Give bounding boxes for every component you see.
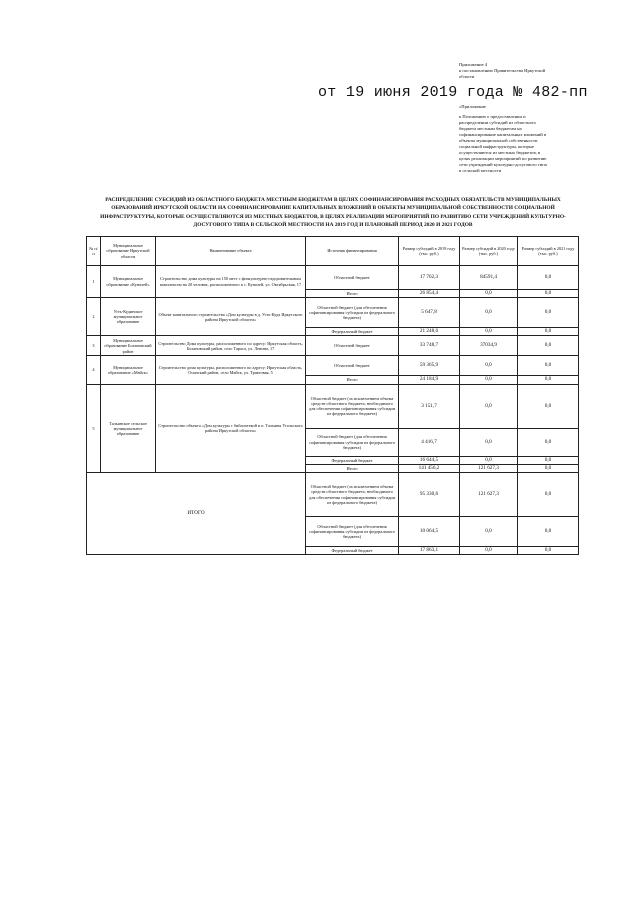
row-number: 1	[87, 266, 101, 298]
header-cell: Наименование объекта	[156, 237, 306, 266]
amount-2020: 0,0	[460, 428, 518, 456]
appendix-right-line: сети учреждений культурно-досугового типа	[459, 162, 547, 167]
amount-2020: 0,0	[460, 290, 518, 298]
appendix-top-block	[459, 62, 589, 80]
amount-2021: 0,0	[518, 298, 579, 328]
amount-2021: 0,0	[518, 356, 579, 376]
amount-2021: 0,0	[518, 384, 579, 428]
header-cell: Муниципальное образование Иркутской области	[101, 237, 156, 266]
amount-2020: 0,0	[460, 376, 518, 384]
header-cell: Размер субсидий в 2019 году (тыс. руб.)	[399, 237, 460, 266]
amount-2019: 5 647,8	[399, 298, 460, 328]
amount-2020: 121 627,3	[460, 473, 518, 517]
amount-2019: 26 854,4	[399, 290, 460, 298]
appendix-right-line: софинансирование капитальных вложений в	[459, 132, 547, 137]
funding-source: Областной бюджет	[306, 356, 399, 376]
funding-source: Федеральный бюджет	[306, 328, 399, 336]
table-header-row	[87, 237, 579, 266]
funding-source: Итого	[306, 464, 399, 472]
municipality: Усть-Кудинское муниципальное образование	[101, 298, 156, 336]
amount-2019: 17 762,3	[399, 266, 460, 290]
funding-source: Итого	[306, 290, 399, 298]
object-name: Строительство объекта «Дом культуры с библиотекой в п. Тальяны Усольского района Иркутской области»	[156, 384, 306, 472]
appendix-right-line: бюджета местным бюджетам на	[459, 126, 522, 131]
amount-2019: 3 151,7	[399, 384, 460, 428]
table-row	[87, 336, 579, 356]
appendix-right-block	[459, 104, 579, 174]
table-row	[87, 384, 579, 428]
funding-source: Федеральный бюджет	[306, 547, 399, 555]
amount-2020: 0,0	[460, 517, 518, 547]
row-number: 2	[87, 298, 101, 336]
header-cell: № п/п	[87, 237, 101, 266]
appendix-right-line: объекты муниципальной собственности	[459, 138, 538, 143]
amount-2019: 141 456,2	[399, 464, 460, 472]
appendix-top-line: области	[459, 74, 475, 79]
funding-source: Областной бюджет (за исключением объема средств областного бюджета, необходимого для обеспечения софинансирования субсидии из федерального бюджета)	[306, 384, 399, 428]
object-name: Строительство дома культуры, расположенного по адресу: Иркутская область, Осинский район, село Майск, ул. Трактовая, 5	[156, 356, 306, 384]
amount-2020: 0,0	[460, 384, 518, 428]
table-row	[87, 473, 579, 517]
subsidy-table	[86, 236, 579, 555]
header-cell: Размер субсидий в 2020 году (тыс. руб.)	[460, 237, 518, 266]
municipality: Тальянское сельское муниципальное образование	[101, 384, 156, 472]
amount-2021: 0,0	[518, 517, 579, 547]
appendix-right-line: целях реализации мероприятий по развитию	[459, 156, 547, 161]
object-name: Строительство дома культуры на 150 мест с физкультурно-оздоровительным комплексом на 20 человек, расположенного в с. Куналей, ул. Октябрьская, 17	[156, 266, 306, 298]
funding-source: Федеральный бюджет	[306, 456, 399, 464]
appendix-right-line: к Положению о предоставлении и	[459, 114, 526, 119]
appendix-top-line: к постановлению Правительства Иркутской	[459, 68, 546, 73]
amount-2020: 0,0	[460, 298, 518, 328]
grand-total-label: ИТОГО	[87, 473, 306, 555]
funding-source: Областной бюджет (для обеспечения софинансирования субсидии из федерального бюджета)	[306, 428, 399, 456]
amount-2021: 0,0	[518, 428, 579, 456]
amount-2019: 10 064,5	[399, 517, 460, 547]
table-row	[87, 356, 579, 376]
table-row	[87, 266, 579, 290]
row-number: 5	[87, 384, 101, 472]
funding-source: Областной бюджет (для обеспечения софинансирования субсидии из федерального бюджета)	[306, 298, 399, 328]
amount-2019: 95 330,6	[399, 473, 460, 517]
funding-source: Областной бюджет	[306, 266, 399, 290]
municipality: Муниципальное образование Бохановский район	[101, 336, 156, 356]
amount-2021: 0,0	[518, 376, 579, 384]
object-name: Строительство Дома культуры, расположенного по адресу: Иркутская область, Бохановский район, село Тараса, ул. Ленина, 17	[156, 336, 306, 356]
appendix-right-line: осуществляются из местных бюджетов, в	[459, 150, 541, 155]
row-number: 3	[87, 336, 101, 356]
amount-2019: 4 416,7	[399, 428, 460, 456]
amount-2019: 33 748,7	[399, 336, 460, 356]
amount-2021: 0,0	[518, 336, 579, 356]
decree-date-number: от 19 июня 2019 года № 482-пп	[318, 84, 588, 101]
amount-2019: 16 644,5	[399, 456, 460, 464]
row-number: 4	[87, 356, 101, 384]
header-cell: Размер субсидий в 2021 году (тыс. руб.)	[518, 237, 579, 266]
amount-2019: 59 365,9	[399, 356, 460, 376]
funding-source: Областной бюджет	[306, 336, 399, 356]
amount-2021: 0,0	[518, 456, 579, 464]
amount-2021: 0,0	[518, 266, 579, 290]
amount-2020: 0,0	[460, 456, 518, 464]
amount-2021: 0,0	[518, 547, 579, 555]
appendix-right-line: «Приложение	[459, 104, 486, 109]
funding-source: Областной бюджет (для обеспечения софинансирования субсидии из федерального бюджета)	[306, 517, 399, 547]
funding-source: Итого	[306, 376, 399, 384]
amount-2020: 121 627,3	[460, 464, 518, 472]
document-title: РАСПРЕДЕЛЕНИЕ СУБСИДИЙ ИЗ ОБЛАСТНОГО БЮДЖЕТА МЕСТНЫМ БЮДЖЕТАМ В ЦЕЛЯХ СОФИНАНСИРОВАНИЯ РАСХОДНЫХ ОБЯЗАТЕЛЬСТВ МУНИЦИПАЛЬНЫХ ОБРАЗОВАНИЙ ИРКУТСКОЙ ОБЛАСТИ НА СОФИНАНСИРОВАНИЕ КАПИТАЛЬНЫХ ВЛОЖЕНИЙ В ОБЪЕКТЫ МУНИЦИПАЛЬНОЙ СОБСТВЕННОСТИ СОЦИАЛЬНОЙ ИНФРАСТРУКТУРЫ, КОТОРЫЕ ОСУЩЕСТВЛЯЮТСЯ ИЗ МЕСТНЫХ БЮДЖЕТОВ, В ЦЕЛЯХ РЕАЛИЗАЦИИ МЕРОПРИЯТИЙ ПО РАЗВИТИЮ СЕТИ УЧРЕЖДЕНИЙ КУЛЬТУРНО-ДОСУГОВОГО ТИПА В СЕЛЬСКОЙ МЕСТНОСТИ НА 2019 ГОД И ПЛАНОВЫЙ ПЕРИОД 2020 И 2021 ГОДОВ	[100, 197, 566, 229]
object-name: Объект капитального строительства «Дом культуры в д. Усть-Куда Иркутского района Иркутской области»	[156, 298, 306, 336]
appendix-right-line: социальной инфраструктуры, которые	[459, 144, 534, 149]
appendix-right-line: распределении субсидий из областного	[459, 120, 536, 125]
appendix-top-line: Приложение 4	[459, 62, 488, 67]
amount-2020: 0,0	[460, 547, 518, 555]
amount-2021: 0,0	[518, 290, 579, 298]
header-cell: Источник финансирования	[306, 237, 399, 266]
table-row	[87, 298, 579, 328]
municipality: Муниципальное образование «Куналей»	[101, 266, 156, 298]
amount-2019: 21 248,6	[399, 328, 460, 336]
amount-2020: 0,0	[460, 356, 518, 376]
amount-2019: 17 863,1	[399, 547, 460, 555]
amount-2021: 0,0	[518, 464, 579, 472]
amount-2020: 84591,4	[460, 266, 518, 290]
amount-2020: 37034,9	[460, 336, 518, 356]
municipality: Муниципальное образование «Майск»	[101, 356, 156, 384]
amount-2019: 24 184,9	[399, 376, 460, 384]
amount-2020: 0,0	[460, 328, 518, 336]
appendix-right-line: в сельской местности	[459, 168, 502, 173]
funding-source: Областной бюджет (за исключением объема средств областного бюджета, необходимого для обеспечения софинансирования субсидии из федерального бюджета)	[306, 473, 399, 517]
amount-2021: 0,0	[518, 473, 579, 517]
amount-2021: 0,0	[518, 328, 579, 336]
